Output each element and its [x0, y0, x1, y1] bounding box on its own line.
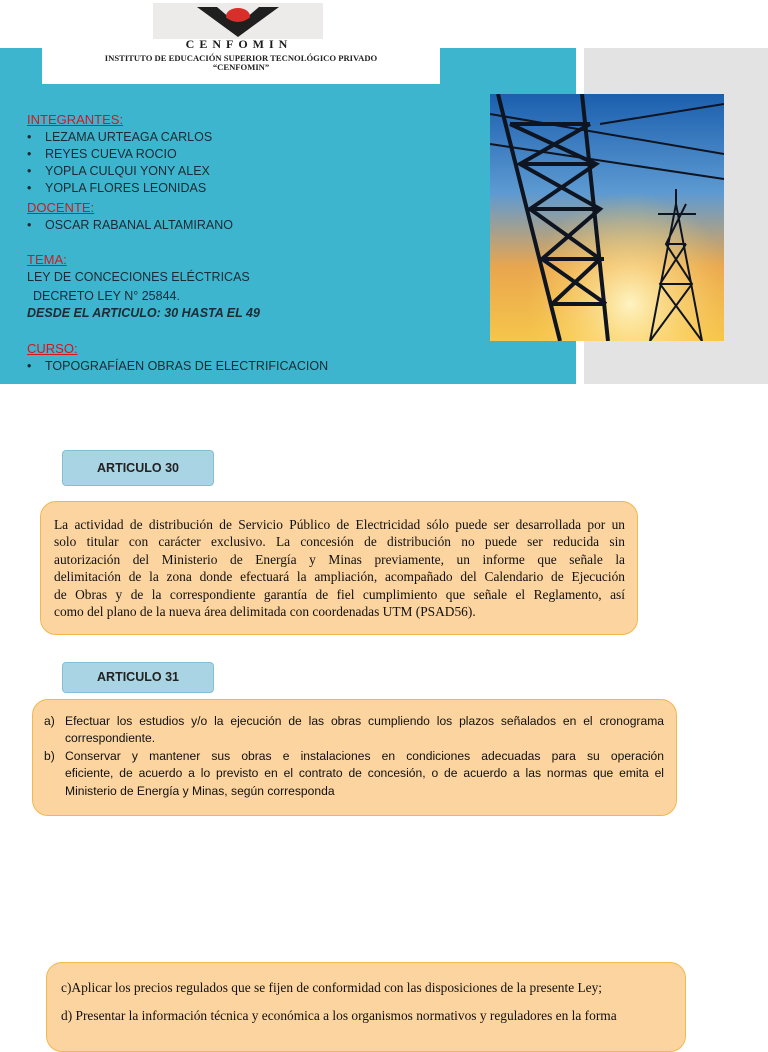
article-31-item-b: b) Conservar y mantener sus obras e instalaciones en condiciones adecuadas para su operación eficiente, de acuerdo a lo previsto en el contrato de concesión, o de acuerdo a las normas que emita el Ministerio de Energía y Minas, según corresponda	[44, 748, 664, 798]
institute-name: INSTITUTO DE EDUCACIÓN SUPERIOR TECNOLÓGICO PRIVADO	[104, 53, 378, 63]
article-31-item-a: a) Efectuar los estudios y/o la ejecución de las obras cumpliendo los plazos señalados en el cronograma correspondiente.	[44, 714, 664, 746]
tema-decree: DECRETO LEY N° 25844.	[33, 289, 180, 303]
article-30-text: La actividad de distribución de Servicio Público de Electricidad sólo puede ser desarrollada por un solo titular con carácter exclusivo. La concesión de distribución no puede ser reducida sin autorización del Ministerio de Energía y Minas previamente, un informe que señale la delimitación de la zona donde efectuará la ampliación, acompañado del Calendario de Ejecución de Obras y de la correspondiente garantía de fiel cumplimiento que señale el Reglamento, así como del plano de la nueva área delimitada con coordenadas UTM (PSAD56).	[54, 517, 625, 620]
article-31-box	[32, 699, 677, 816]
cenfomin-logo	[153, 3, 323, 39]
curso-name: • TOPOGRAFÍAEN OBRAS DE ELECTRIFICACION	[27, 358, 328, 375]
item-c-text: c)Aplicar los precios regulados que se fijen de conformidad con las disposiciones de la presente Ley;	[61, 980, 603, 995]
member-item: • LEZAMA URTEAGA CARLOS	[27, 129, 212, 146]
article-31-continuation-box	[46, 962, 686, 1052]
tema-range: DESDE EL ARTICULO: 30 HASTA EL 49	[27, 306, 260, 320]
docente-name: • OSCAR RABANAL ALTAMIRANO	[27, 217, 233, 234]
member-item: • YOPLA CULQUI YONY ALEX	[27, 163, 210, 180]
logo-wordmark: CENFOMIN	[185, 37, 293, 51]
docente-heading: DOCENTE:	[27, 200, 95, 215]
article-31-label: ARTICULO 31	[62, 662, 214, 693]
cenfomin-emblem-icon	[193, 3, 283, 39]
member-item: • YOPLA FLORES LEONIDAS	[27, 180, 206, 197]
member-item: • REYES CUEVA ROCIO	[27, 146, 177, 163]
tema-title: LEY DE CONCECIONES ELÉCTRICAS	[27, 270, 250, 284]
tema-heading: TEMA:	[27, 252, 67, 267]
power-tower-photo	[490, 94, 724, 341]
item-d-text: d) Presentar la información técnica y económica a los organismos normativos y reguladores en la forma	[61, 1008, 617, 1024]
institute-caption	[42, 54, 440, 72]
integrantes-heading: INTEGRANTES:	[27, 112, 124, 127]
article-30-label: ARTICULO 30	[62, 450, 214, 486]
curso-heading: CURSO:	[27, 341, 78, 356]
article-30-box	[40, 501, 638, 635]
institute-short-name: “CENFOMIN”	[212, 62, 270, 72]
